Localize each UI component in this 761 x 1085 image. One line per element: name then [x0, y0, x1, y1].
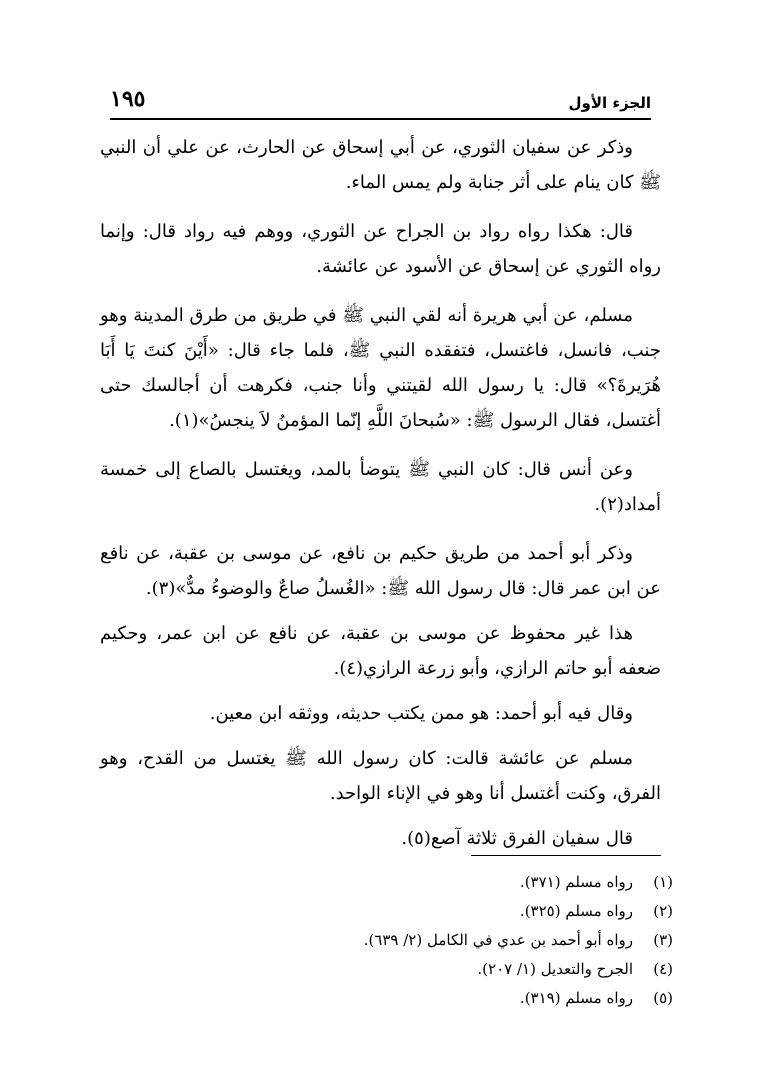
footnote-number: (٥) [653, 989, 673, 1007]
footnote-item [100, 955, 673, 984]
paragraph: قال: هكذا رواه رواد بن الجراح عن الثوري، ووهم فيه رواد قال: وإنما رواه الثوري عن إسحاق عن الأسود عن عائشة. [100, 221, 661, 277]
paragraph: هذا غير محفوظ عن موسى بن عقبة، عن نافع عن ابن عمر، وحكيم ضعفه أبو حاتم الرازي، وأبو زرعة الرازي(٤). [100, 623, 661, 679]
paragraph: وذكر أبو أحمد من طريق حكيم بن نافع، عن موسى بن عقبة، عن نافع عن ابن عمر قال: قال رسول الله ﷺ: «الغُسلُ صاعٌ والوضوءُ مدٌّ»(٣). [100, 543, 661, 599]
header-rule [110, 118, 651, 120]
footnote-number: (١) [653, 873, 673, 891]
footnote-number: (٣) [653, 931, 673, 949]
footnote-number: (٤) [653, 960, 673, 978]
footnote-text: الجرح والتعديل (١/ ٢٠٧). [477, 960, 633, 978]
paragraph: وعن أنس قال: كان النبي ﷺ يتوضأ بالمد، ويغتسل بالصاع إلى خمسة أمداد(٢). [100, 459, 661, 515]
body-text [100, 130, 661, 866]
running-head: الجزء الأول [568, 94, 651, 112]
footnote-rule [471, 855, 661, 856]
footnote-text: رواه مسلم (٣٢٥). [519, 902, 633, 920]
page-header [110, 82, 651, 112]
footnote-number: (٢) [653, 902, 673, 920]
paragraph: مسلم، عن أبي هريرة أنه لقي النبي ﷺ في طريق من طرق المدينة وهو جنب، فانسل، فاغتسل، فتفقده النبي ﷺ، فلما جاء قال: «أَيْنَ كنتَ يَا أَبَا هُرَيرةَ؟» قال: يا رسول الله لقيتني وأنا جنب، فكرهت أن أجالسك حتى أغتسل، فقال الرسول ﷺ: «سُبحانَ اللَّهِ إنّما المؤمنُ لاَ ينجسُ»(١). [100, 305, 661, 431]
footnote-item [100, 984, 673, 1013]
footnote-text: رواه أبو أحمد بن عدي في الكامل (٢/ ٦٣٩). [363, 931, 633, 949]
footnote-item [100, 868, 673, 897]
footnote-item [100, 897, 673, 926]
footnote-item [100, 926, 673, 955]
footnote-text: رواه مسلم (٣١٩). [519, 989, 633, 1007]
footnote-text: رواه مسلم (٣٧١). [519, 873, 633, 891]
footnotes [100, 868, 673, 1013]
page-number: ١٩٥ [110, 86, 146, 112]
paragraph: وقال فيه أبو أحمد: هو ممن يكتب حديثه، ووثقه ابن معين. [209, 703, 633, 724]
paragraph: قال سفيان الفرق ثلاثة آصع(٥). [401, 828, 633, 849]
paragraph: مسلم عن عائشة قالت: كان رسول الله ﷺ يغتسل من القدح، وهو الفرق، وكنت أغتسل أنا وهو في الإناء الواحد. [100, 748, 661, 804]
paragraph: وذكر عن سفيان الثوري، عن أبي إسحاق عن الحارث، عن علي أن النبي ﷺ كان ينام على أثر جنابة ولم يمس الماء. [100, 137, 661, 193]
